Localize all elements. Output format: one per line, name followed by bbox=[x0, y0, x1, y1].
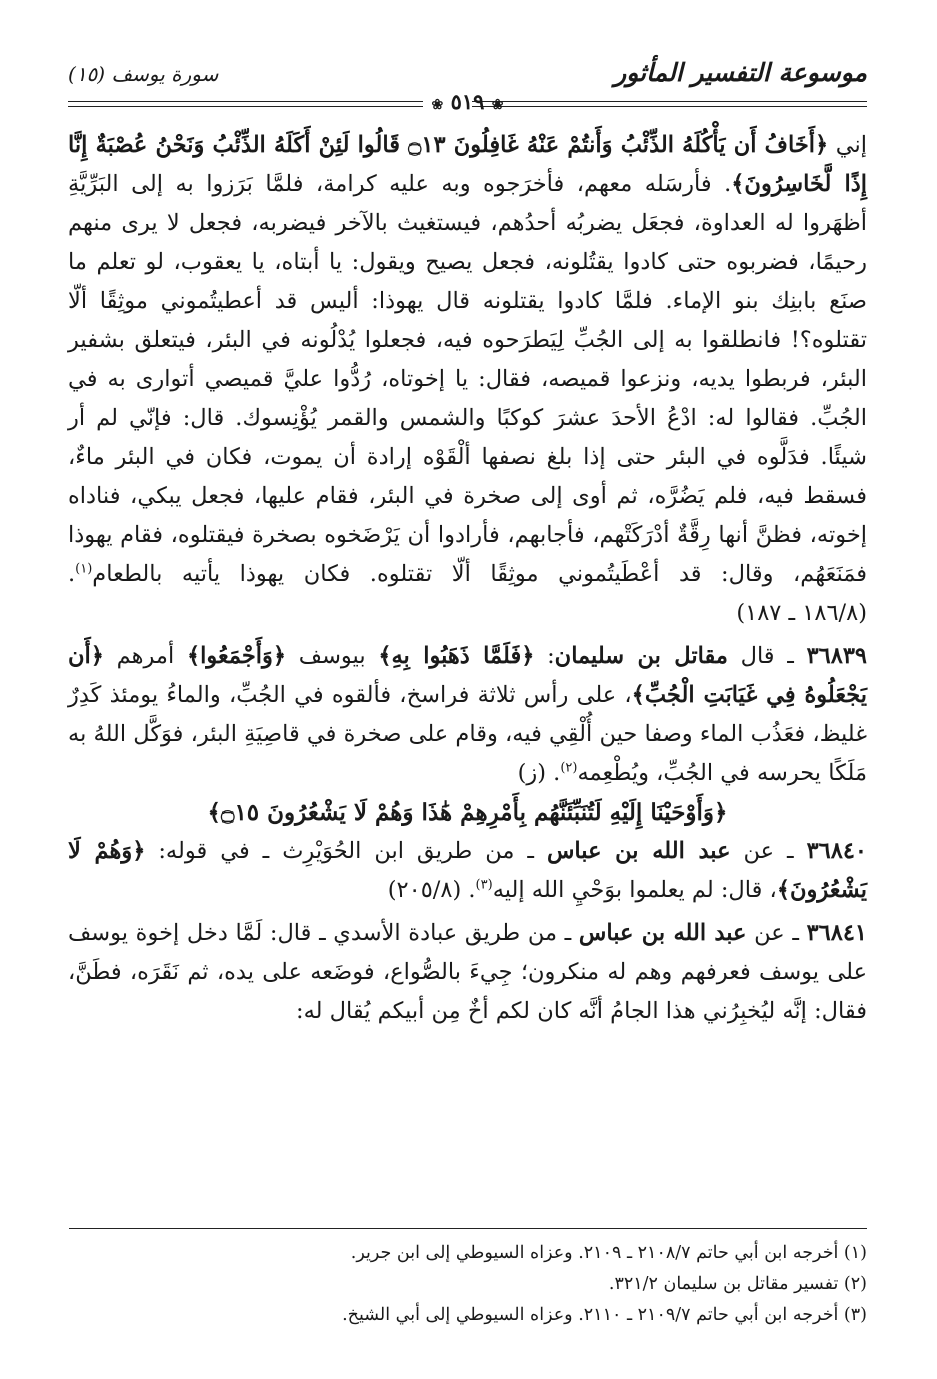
footnote-marker: (١) bbox=[75, 561, 93, 577]
text-run: ـ عن bbox=[746, 920, 807, 946]
volume-reference: . (٢٠٥/٨) bbox=[387, 877, 476, 903]
narration-number: ٣٦٨٤١ bbox=[806, 920, 867, 946]
footnote-rule bbox=[69, 1228, 867, 1229]
quran-quote: ﴿وَهُمْ لَا يَشْعُرُونَ﴾ bbox=[68, 838, 867, 903]
header-rule bbox=[68, 89, 867, 114]
footnote-3: (٣) أخرجه ابن أبي حاتم ٢١٠٩/٧ ـ ٢١١٠. وعزاه السيوطي إلى أبي الشيخ. bbox=[342, 1305, 867, 1325]
text-run: ـ قال bbox=[727, 643, 807, 669]
main-text bbox=[68, 126, 867, 1031]
text-run: ـ عن bbox=[730, 838, 807, 864]
verse-heading: ﴿وَأَوْحَيْنَا إِلَيْهِ لَتُنَبِّئَنَّهُم بِأَمْرِهِمْ هَٰذَا وَهُمْ لَا يَشْعُرُونَ ۝١٥﴾ bbox=[207, 799, 728, 826]
text-run: ، على رأس ثلاثة فراسخ، فألقوه في الجُبِّ، والماءُ يومئذ كَدِرٌ غليظ، فعَذُب الماء وصفا حين أُلْقِي فيه، وقام على صخرة في قاصِيَةِ البئر، فوَكَّل اللهُ به مَلَكًا يحرسه في الجُبِّ، ويُطْعِمه bbox=[68, 682, 867, 786]
narrator-name: عبد الله بن عباس bbox=[578, 920, 747, 946]
quran-quote: ﴿فَلَمَّا ذَهَبُوا بِهِ﴾ bbox=[378, 643, 535, 669]
book-title: موسوعة التفسير المأثور bbox=[614, 58, 867, 87]
volume-reference: (١٨٦/٨ ـ ١٨٧) bbox=[736, 600, 867, 626]
ornament-icon: ❀ bbox=[431, 97, 444, 113]
paragraph-continuation: إني ﴿أَخَافُ أَن يَأْكُلَهُ الذِّئْبُ وَأَنتُمْ عَنْهُ غَافِلُونَ ۝١٣ قَالُوا لَئِنْ أَكَلَهُ الذِّئْبُ وَنَحْنُ عُصْبَةٌ إِنَّا إِذًا لَّخَاسِرُونَ﴾. فأرسَله معهم، فأخرَجوه وبه عليه كرامة، فلمَّا بَرَزوا به إلى البَرِّيَّةِ أظهَروا له العداوة، فجعَل يضربُه أحدُهم، فيستغيث بالآخر فيضربه، فجعل لا يرى منهم رحيمًا، فضربوه حتى كادوا يقتُلونه، فجعل يصيح ويقول: يا أبتاه، يا يعقوب، لو تعلم ما صنَع بابنِك بنو الإماء. فلمَّا كادوا يقتلونه قال يهوذا: أليس قد أعطيتُموني موثِقًا ألّا تقتلوه؟! فانطلقوا به إلى الجُبِّ لِيَطرَحوه فيه، فجعلوا يُدْلُونه في البئر، فيتعلق بشفير البئر، فربطوا يديه، ونزعوا قميصه، فقال: يا إخوتاه، رُدُّوا عليَّ قميصي أتوارى به في الجُبِّ. فقالوا له: ادْعُ الأحدَ عشرَ كوكبًا والشمس والقمر يُؤْنِسوك. قال: فإنّي لم أر شيئًا. فدَلَّوه في البئر حتى إذا بلغ نصفها ألْقَوْه إرادة أن يموت، فكان في البئر ماءٌ، فسقط فيه، فلم يَضُرَّه، ثم أوى إلى صخرة في البئر، فقام عليها، فجعل يبكي، فناداه إخوته، فظنَّ أنها رِقَّةٌ أدْرَكَتْهم، فأجابهم، فأرادوا أن يَرْضَخوه بصخرة فيقتلوه، فقام يهوذا فمَنَعَهُم، وقال: قد أعْطَيتُموني موثِقًا ألّا تقتلوه. فكان يهوذا يأتيه بالطعام$^{(١)}$. (١٨٦/٨ ـ ١٨٧) bbox=[68, 132, 868, 626]
footnote-2: (٢) تفسير مقاتل بن سليمان ٣٢١/٢. bbox=[608, 1274, 867, 1294]
quran-quote: ﴿وَأَجْمَعُوا﴾ bbox=[186, 643, 287, 669]
header-rule-right bbox=[472, 101, 867, 107]
narration-36839 bbox=[68, 637, 867, 793]
footnote-marker: (٣) bbox=[475, 877, 493, 893]
page-number-value: ٥١٩ bbox=[450, 89, 485, 114]
text-run: ـ من طريق ابن الحُوَيْرِث ـ في قوله: bbox=[145, 838, 547, 864]
quran-quote: ﴿أَن يَجْعَلُوهُ فِي غَيَابَتِ الْجُبِّ﴾ bbox=[68, 643, 867, 708]
narration-36840 bbox=[68, 832, 867, 910]
text-run: بيوسف bbox=[286, 643, 379, 669]
text-run: ، قال: لم يعلموا بوَحْيِ الله إليه bbox=[492, 877, 777, 903]
surah-label: سورة يوسف (١٥) bbox=[68, 62, 219, 86]
header-rule-left bbox=[68, 101, 423, 107]
quran-quote: ﴿أَخَافُ أَن يَأْكُلَهُ الذِّئْبُ وَأَنتُمْ عَنْهُ غَافِلُونَ ۝١٣ قَالُوا لَئِنْ أَكَلَهُ الذِّئْبُ وَنَحْنُ عُصْبَةٌ إِنَّا إِذًا لَّخَاسِرُونَ﴾ bbox=[68, 132, 868, 197]
text-run: ـ من طريق عبادة الأسدي ـ قال: لَمَّا دخل إخوة يوسف على يوسف فعرفهم وهم له منكرون؛ جِيءَ بالصُّواع، فوضَعه على يده، ثم نَقَرَه، فطَنَّ، فقال: إنَّه ليُخبِرُني هذا الجامُ أنَّه كان لكم أخٌ مِن أبيكم يُقال له: bbox=[68, 920, 867, 1024]
footnote-1: (١) أخرجه ابن أبي حاتم ٢١٠٨/٧ ـ ٢١٠٩. وعزاه السيوطي إلى ابن جرير. bbox=[350, 1243, 867, 1263]
footnotes bbox=[68, 1238, 867, 1331]
narration-36841 bbox=[68, 914, 867, 1031]
narration-number: ٣٦٨٣٩ bbox=[806, 643, 867, 669]
narrator-name: عبد الله بن عباس bbox=[546, 838, 731, 864]
source-code: . (ز) bbox=[517, 760, 561, 786]
narrator-name: مقاتل بن سليمان bbox=[554, 643, 728, 669]
footnote-marker: (٢) bbox=[560, 760, 578, 776]
text-run: : bbox=[534, 643, 555, 669]
narration-number: ٣٦٨٤٠ bbox=[806, 838, 867, 864]
text-run: . فأرسَله معهم، فأخرَجوه وبه عليه كرامة، فلمَّا بَرَزوا به إلى البَرِّيَّةِ أظهَروا له العداوة، فجعَل يضربُه أحدُهم، فيستغيث بالآخر فيضربه، فجعل لا يرى منهم رحيمًا، فضربوه حتى كادوا يقتُلونه، فجعل يصيح ويقول: يا أبتاه، يا يعقوب، لو تعلم ما صنَع بابنِك بنو الإماء. فلمَّا كادوا يقتلونه قال يهوذا: أليس قد أعطيتُموني موثِقًا ألّا تقتلوه؟! فانطلقوا به إلى الجُبِّ لِيَطرَحوه فيه، فجعلوا يُدْلُونه في البئر، فيتعلق بشفير البئر، فربطوا يديه، ونزعوا قميصه، فقال: يا إخوتاه، رُدُّوا عليَّ قميصي أتوارى به في الجُبِّ. فقالوا له: ادْعُ الأحدَ عشرَ كوكبًا والشمس والقمر يُؤْنِسوك. قال: فإنّي لم أر شيئًا. فدَلَّوه في البئر حتى إذا بلغ نصفها ألْقَوْه إرادة أن يموت، فكان في البئر ماءٌ، فسقط فيه، فلم يَضُرَّه، ثم أوى إلى صخرة في البئر، فقام عليها، فجعل يبكي، فناداه إخوته، فظنَّ أنها رِقَّةٌ أدْرَكَتْهم، فأجابهم، فأرادوا أن يَرْضَخوه بصخرة فيقتلوه، فقام يهوذا فمَنَعَهُم، وقال: قد أعْطَيتُموني موثِقًا ألّا تقتلوه. فكان يهوذا يأتيه بالطعام bbox=[68, 171, 867, 587]
page-number bbox=[432, 89, 504, 114]
text-run: أمرهم bbox=[103, 643, 187, 669]
ornament-icon: ❀ bbox=[491, 97, 504, 113]
text-run: إني bbox=[828, 132, 868, 158]
